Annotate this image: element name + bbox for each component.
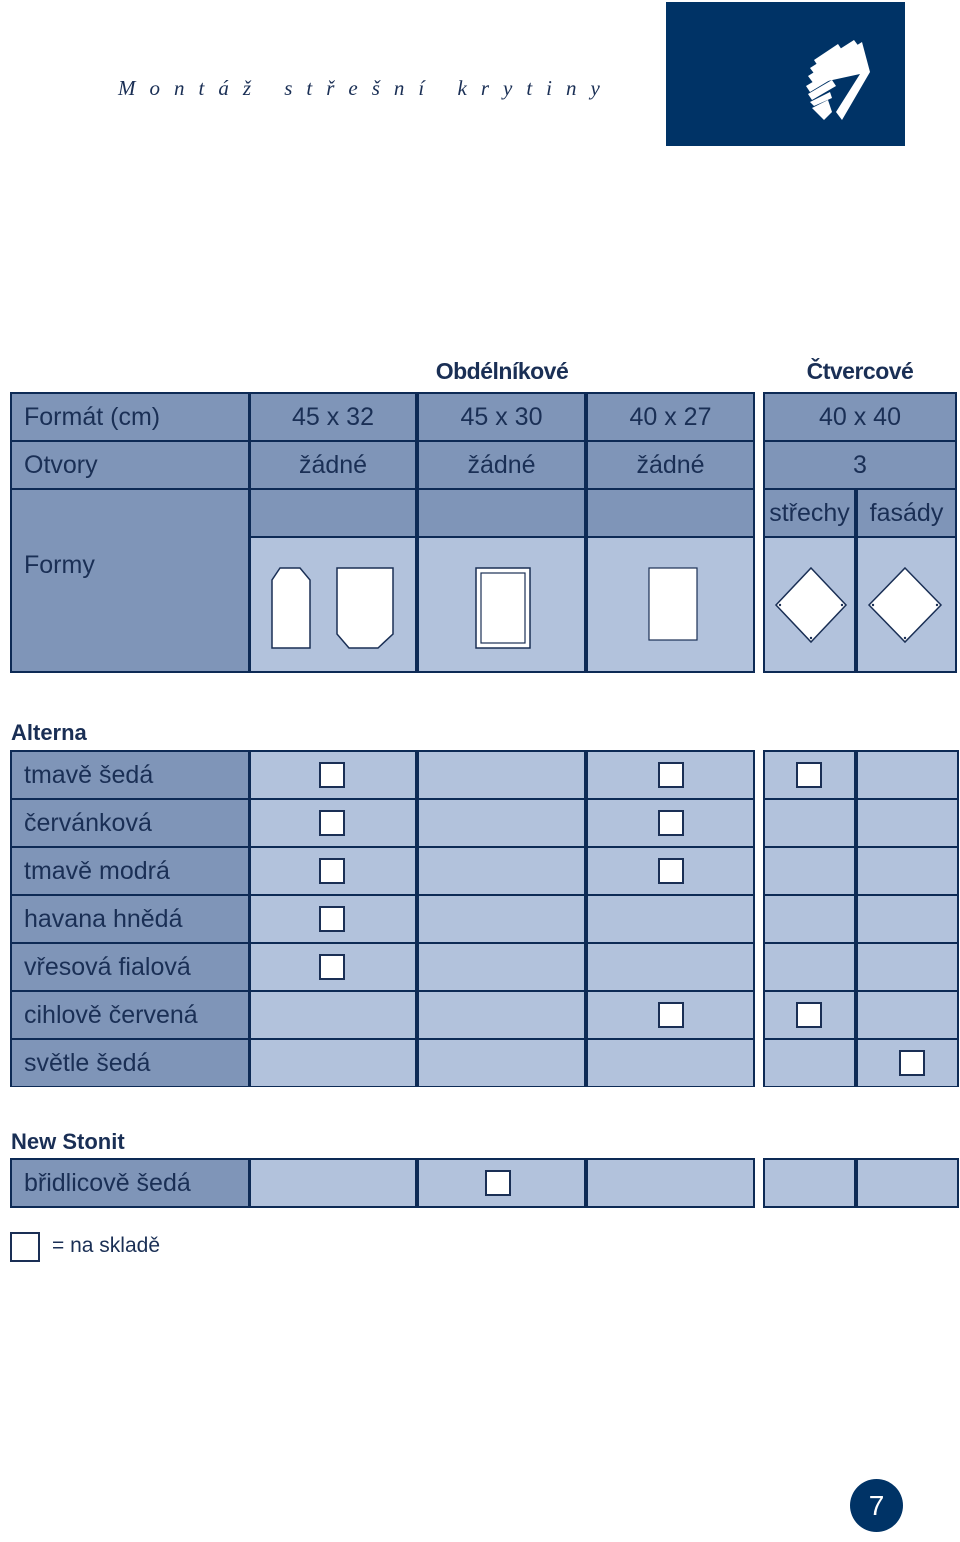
availability-cell (765, 896, 854, 942)
availability-cell (419, 800, 584, 846)
in-stock-checkbox-icon (658, 858, 684, 884)
in-stock-checkbox-icon (319, 762, 345, 788)
in-stock-checkbox-icon (485, 1170, 511, 1196)
in-stock-checkbox-icon (319, 858, 345, 884)
availability-cell (588, 752, 753, 798)
in-stock-checkbox-icon (319, 954, 345, 980)
sub-label-roofs: střechy (765, 490, 854, 536)
availability-cell (588, 944, 753, 990)
color-label: cihlově červená (12, 992, 248, 1038)
color-label: vřesová fialová (12, 944, 248, 990)
format-label: Formát (cm) (12, 394, 248, 440)
color-label: havana hnědá (12, 896, 248, 942)
availability-cell (419, 896, 584, 942)
availability-cell (251, 752, 415, 798)
in-stock-checkbox-icon (658, 810, 684, 836)
in-stock-checkbox-icon (796, 762, 822, 788)
logo-icon (666, 2, 905, 146)
availability-cell (858, 848, 957, 894)
availability-cell (588, 992, 753, 1038)
color-label: břidlicově šedá (12, 1160, 248, 1206)
availability-cell (588, 1040, 753, 1086)
legend-checkbox-icon (10, 1232, 40, 1262)
sub-label-facades: fasády (858, 490, 955, 536)
form-cell (251, 538, 415, 671)
in-stock-checkbox-icon (658, 1002, 684, 1028)
rectangle-tile-icon (419, 538, 584, 671)
availability-cell (765, 944, 854, 990)
in-stock-checkbox-icon (319, 810, 345, 836)
in-stock-checkbox-icon (658, 762, 684, 788)
availability-cell (858, 896, 957, 942)
availability-cell (765, 1160, 854, 1206)
rectangle-tile-icon (588, 538, 753, 671)
availability-cell (765, 992, 854, 1038)
availability-cell (858, 800, 957, 846)
availability-cell (588, 1160, 753, 1206)
availability-cell (251, 848, 415, 894)
availability-cell (858, 1160, 957, 1206)
page-number: 7 (850, 1479, 903, 1532)
availability-cell (858, 944, 957, 990)
availability-cell (251, 800, 415, 846)
diamond-tile-facade-icon (858, 538, 955, 671)
company-logo (666, 2, 905, 146)
availability-cell (765, 800, 854, 846)
form-cell (588, 538, 753, 671)
in-stock-checkbox-icon (796, 1002, 822, 1028)
holes-value: 3 (765, 442, 955, 488)
availability-cell (858, 1040, 957, 1086)
availability-cell (765, 752, 854, 798)
availability-cell (588, 800, 753, 846)
section-title-alterna: Alterna (11, 720, 87, 745)
header-title: Montáž střešní krytiny (118, 76, 614, 100)
availability-cell (251, 944, 415, 990)
availability-cell (251, 992, 415, 1038)
availability-cell (419, 1160, 584, 1206)
color-label: světle šedá (12, 1040, 248, 1086)
availability-cell (251, 1040, 415, 1086)
forms-label: Formy (12, 540, 248, 590)
color-label: tmavě šedá (12, 752, 248, 798)
color-label: červánková (12, 800, 248, 846)
availability-cell (588, 848, 753, 894)
format-value: 40 x 40 (765, 394, 955, 440)
legend-text: = na skladě (52, 1234, 160, 1257)
in-stock-checkbox-icon (899, 1050, 925, 1076)
form-cell (858, 538, 955, 671)
availability-cell (251, 1160, 415, 1206)
availability-cell (419, 848, 584, 894)
group-heading-rect: Obdélníkové (435, 358, 569, 384)
diamond-tile-roof-icon (765, 538, 854, 671)
tile-shape-icon (251, 538, 415, 671)
holes-value: žádné (588, 442, 753, 488)
holes-value: žádné (419, 442, 584, 488)
form-cell (765, 538, 854, 671)
availability-cell (858, 992, 957, 1038)
availability-cell (765, 848, 854, 894)
holes-value: žádné (251, 442, 415, 488)
in-stock-checkbox-icon (319, 906, 345, 932)
availability-cell (765, 1040, 854, 1086)
availability-cell (588, 896, 753, 942)
color-label: tmavě modrá (12, 848, 248, 894)
availability-cell (419, 752, 584, 798)
availability-cell (419, 992, 584, 1038)
availability-cell (858, 752, 957, 798)
group-heading-square: Čtvercové (806, 358, 914, 384)
form-cell (419, 538, 584, 671)
holes-label: Otvory (12, 442, 248, 488)
availability-cell (419, 1040, 584, 1086)
format-value: 45 x 32 (251, 394, 415, 440)
format-value: 45 x 30 (419, 394, 584, 440)
section-title-newstonit: New Stonit (11, 1129, 125, 1154)
availability-cell (419, 944, 584, 990)
availability-cell (251, 896, 415, 942)
format-value: 40 x 27 (588, 394, 753, 440)
